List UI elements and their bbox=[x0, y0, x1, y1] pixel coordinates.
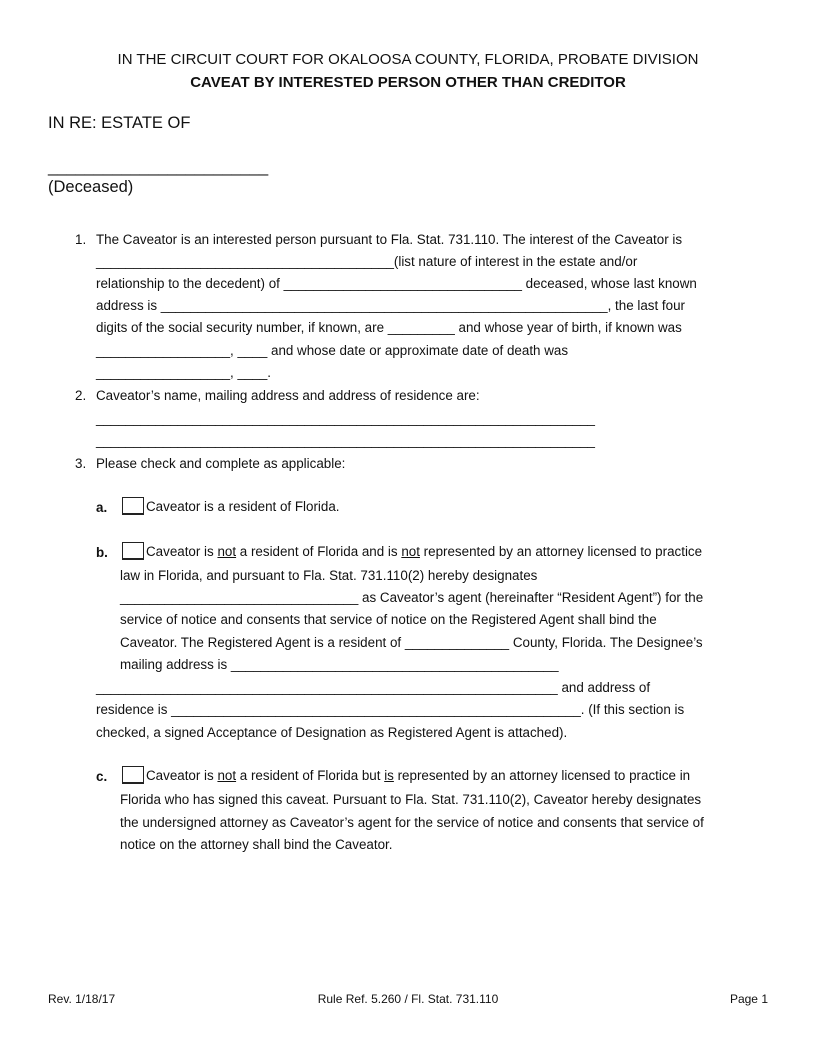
text: a resident of Florida and is bbox=[236, 544, 402, 559]
option-b-line[interactable]: mailing address is ____________________________________________ bbox=[120, 657, 559, 672]
option-b-line: checked, a signed Acceptance of Designation as Registered Agent is attached). bbox=[96, 725, 568, 740]
option-b-line[interactable]: ________________________________ as Caveator’s agent (hereinafter “Resident Agent”) for the bbox=[120, 590, 704, 605]
option-b-line[interactable]: ______________________________________________________________ and address of bbox=[96, 680, 651, 695]
text: Caveator is bbox=[146, 544, 218, 559]
item-3-number: 3. bbox=[75, 456, 87, 471]
item-1-line[interactable]: __________________, ____. bbox=[96, 365, 272, 380]
form-title: CAVEAT BY INTERESTED PERSON OTHER THAN CREDITOR bbox=[190, 74, 626, 91]
emphasis-is: is bbox=[384, 768, 394, 783]
item-1-line: The Caveator is an interested person pursuant to Fla. Stat. 731.110. The interest of the Caveator is bbox=[96, 232, 683, 247]
option-b bbox=[122, 542, 702, 561]
option-a-label: a. bbox=[96, 500, 108, 515]
text: represented by an attorney licensed to practice bbox=[419, 544, 703, 559]
option-b-line: law in Florida, and pursuant to Fla. Stat. 731.110(2) hereby designates bbox=[120, 568, 538, 583]
option-c-line: the undersigned attorney as Caveator’s agent for the service of notice and consents that service of bbox=[120, 815, 704, 830]
footer-revision: Rev. 1/18/17 bbox=[48, 992, 116, 1006]
option-b-line[interactable]: Caveator. The Registered Agent is a resident of ______________ County, Florida. The Designee’s bbox=[120, 635, 703, 650]
text: a resident of Florida but bbox=[236, 768, 385, 783]
item-1-line[interactable]: ________________________________________(list nature of interest in the estate and/or bbox=[96, 254, 638, 269]
emphasis-not: not bbox=[217, 544, 237, 559]
option-b-checkbox[interactable] bbox=[122, 542, 144, 560]
item-1-line[interactable]: __________________, ____ and whose date or approximate date of death was bbox=[96, 343, 569, 358]
option-b-line[interactable]: residence is _______________________________________________________. (If this section is bbox=[96, 702, 685, 717]
option-c-line: Florida who has signed this caveat. Pursuant to Fla. Stat. 731.110(2), Caveator hereby designates bbox=[120, 792, 702, 807]
footer-page-number: Page 1 bbox=[729, 992, 768, 1006]
item-1-line[interactable]: relationship to the decedent) of ________________________________ deceased, whose last known bbox=[96, 276, 697, 291]
item-1-line[interactable]: address is ____________________________________________________________, the last four bbox=[96, 298, 685, 313]
item-1-number: 1. bbox=[75, 232, 87, 247]
item-2-number: 2. bbox=[75, 388, 87, 403]
option-b-label: b. bbox=[96, 545, 108, 560]
item-1-line[interactable]: digits of the social security number, if known, are _________ and whose year of birth, if known was bbox=[96, 320, 682, 335]
item-2-line: Caveator’s name, mailing address and address of residence are: bbox=[96, 388, 480, 403]
option-c bbox=[122, 766, 690, 785]
in-re-label: IN RE: ESTATE OF bbox=[48, 114, 191, 132]
option-a-checkbox[interactable] bbox=[122, 497, 144, 515]
emphasis-not: not bbox=[401, 544, 420, 559]
caveator-address-field[interactable]: ___________________________________________________________________ bbox=[96, 433, 595, 448]
deceased-label: (Deceased) bbox=[48, 178, 134, 196]
court-heading: IN THE CIRCUIT COURT FOR OKALOOSA COUNTY, FLORIDA, PROBATE DIVISION bbox=[117, 51, 699, 68]
text: Caveator is bbox=[146, 768, 218, 783]
option-b-line: service of notice and consents that service of notice on the Registered Agent shall bind the bbox=[120, 612, 657, 627]
option-c-line: notice on the attorney shall bind the Caveator. bbox=[120, 837, 393, 852]
decedent-name-field[interactable]: ________________________ bbox=[48, 158, 269, 176]
option-c-checkbox[interactable] bbox=[122, 766, 144, 784]
item-3-text: Please check and complete as applicable: bbox=[96, 456, 346, 471]
emphasis-not: not bbox=[217, 768, 237, 783]
option-c-label: c. bbox=[96, 769, 108, 784]
caveator-address-field[interactable]: ___________________________________________________________________ bbox=[96, 411, 595, 426]
text: represented by an attorney licensed to practice in bbox=[393, 768, 691, 783]
option-a-text: Caveator is a resident of Florida. bbox=[146, 499, 340, 514]
footer-rule-ref: Rule Ref. 5.260 / Fl. Stat. 731.110 bbox=[317, 992, 499, 1006]
option-a bbox=[122, 497, 340, 516]
